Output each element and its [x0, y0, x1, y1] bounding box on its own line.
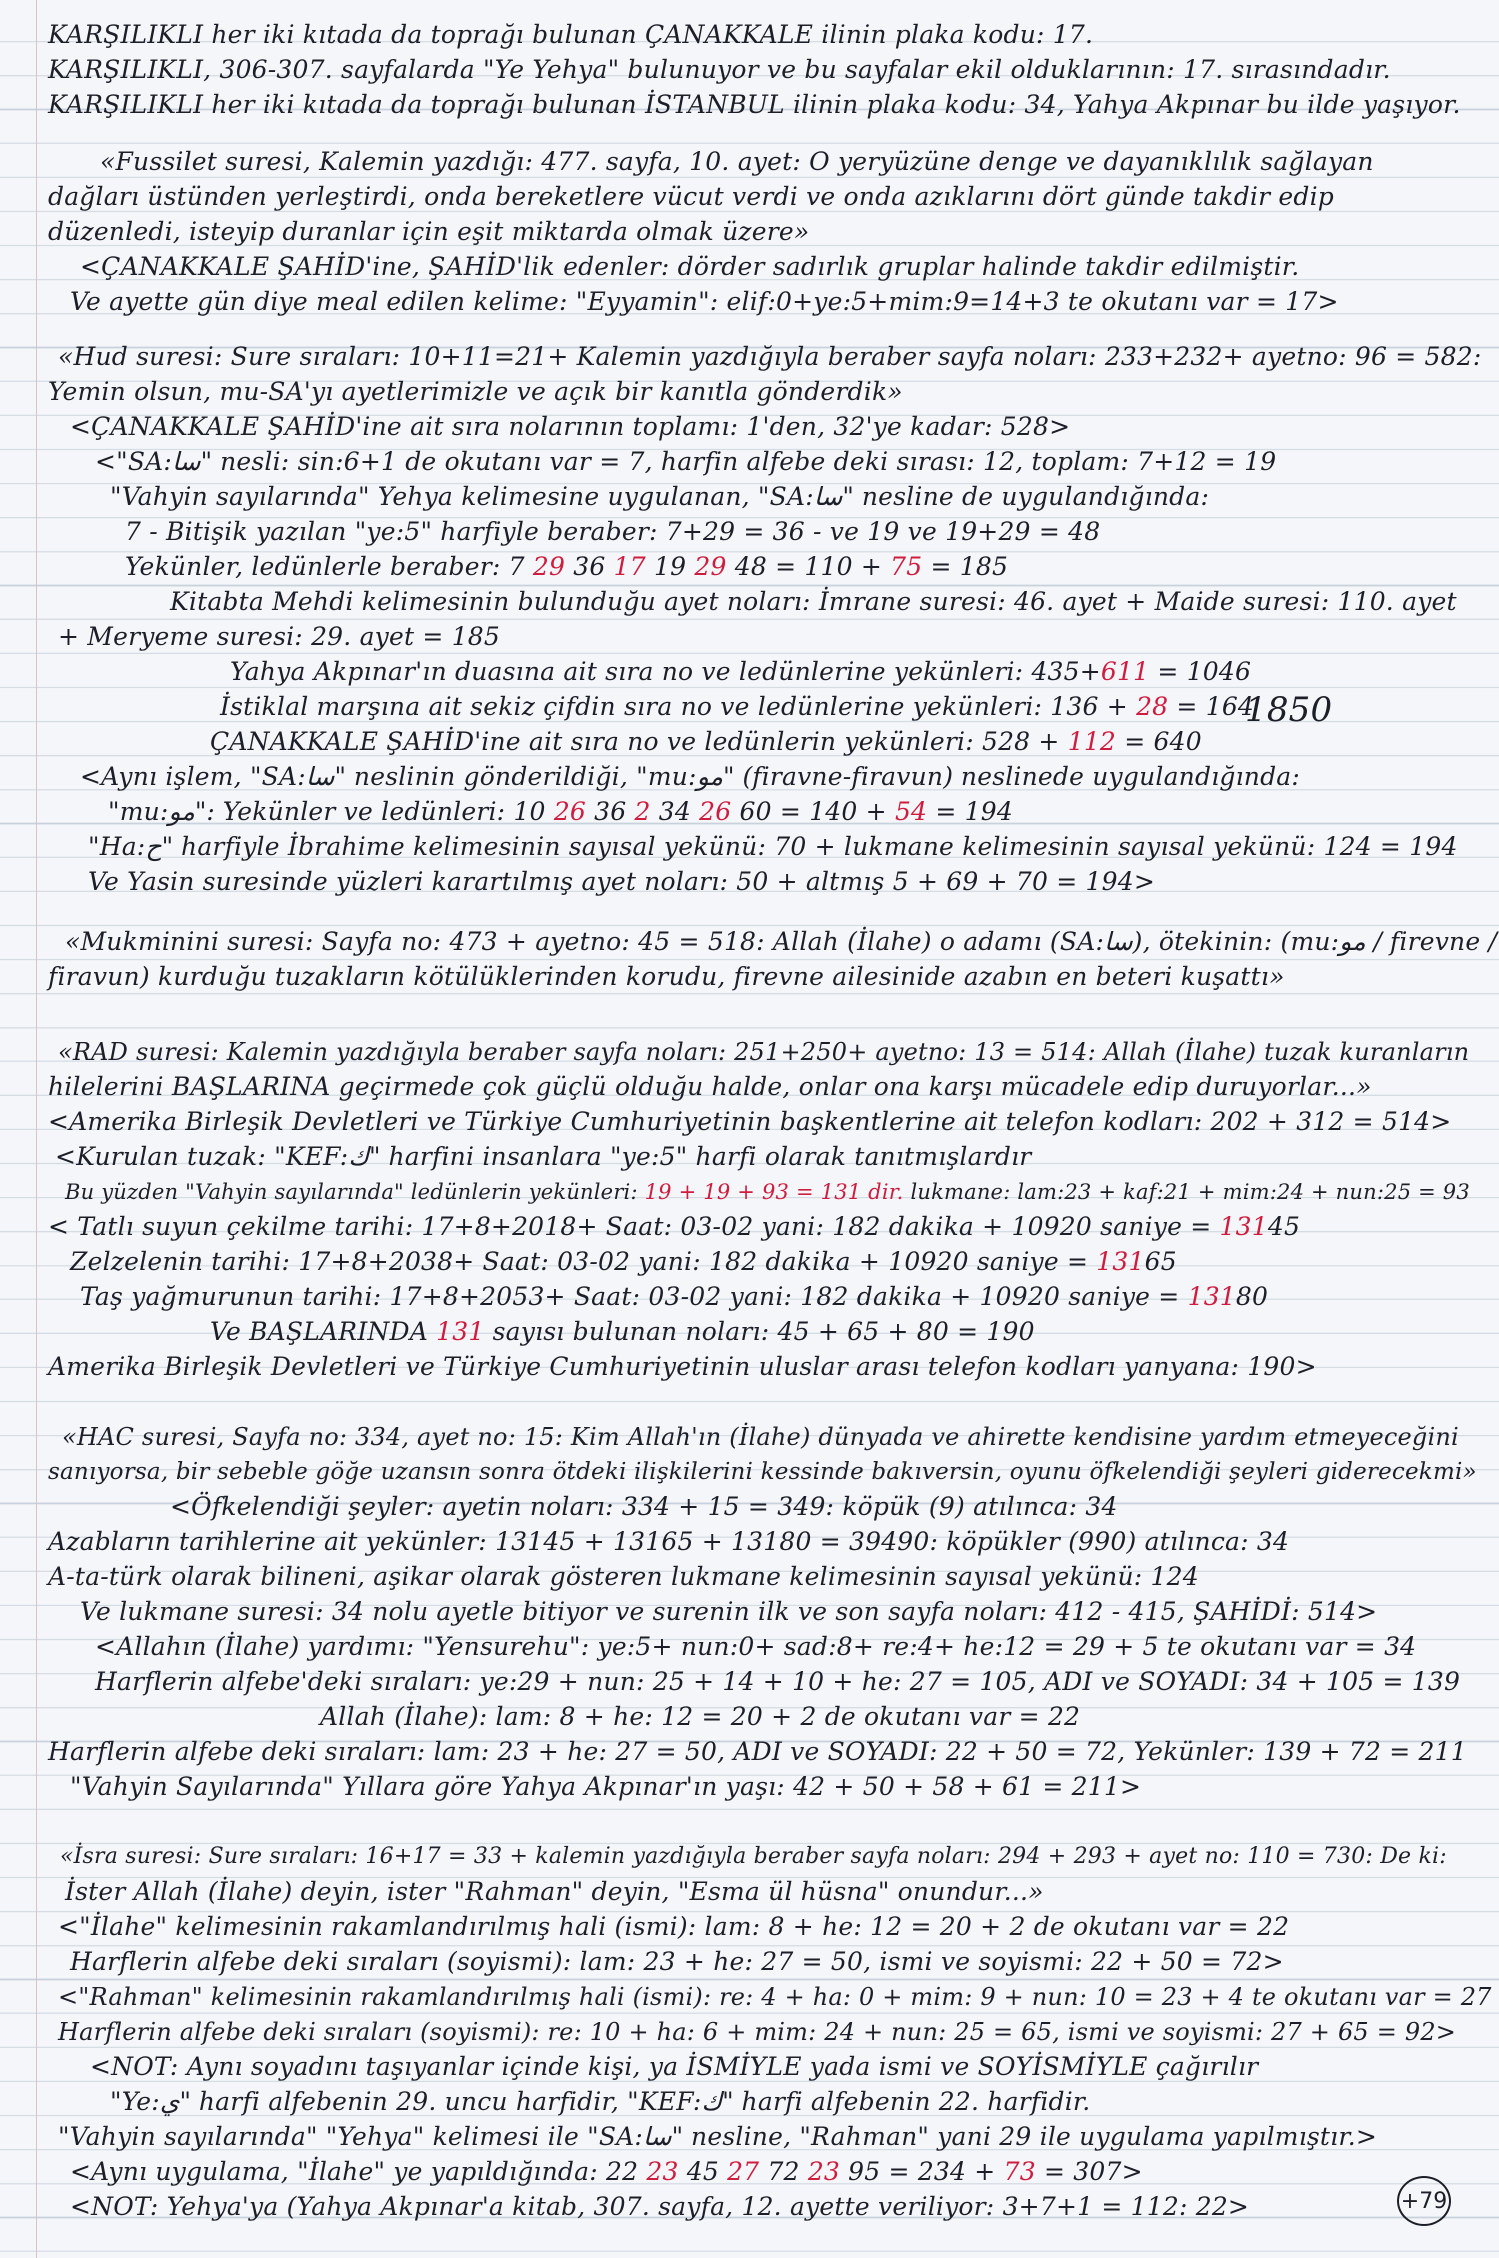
text-line: [62, 1420, 1459, 1454]
text-line: [48, 215, 809, 249]
line-segment: «RAD suresi: Kalemin yazdığıyla beraber sayfa noları: 251+250+ ayetno: 13 = 514: Allah (İlahe) tuzak kuranların: [58, 1038, 1470, 1066]
text-line: [58, 2015, 1456, 2049]
line-segment: Ve Yasin suresinde yüzleri karartılmış ayet noları: 50 + altmış 5 + 69 + 70 = 194>: [88, 867, 1156, 896]
text-line: [58, 2120, 1377, 2154]
text-line: [58, 340, 1482, 374]
line-segment: firavun) kurduğu tuzakların kötülüklerinden korudu, firevne ailesinide azabın en beteri kuşattı»: [48, 962, 1285, 991]
red-annotation: 23: [646, 2157, 679, 2186]
line-segment: "Vahyin sayılarında" "Yehya" kelimesi ile "SA:سا" nesline, "Rahman" yani 29 ile uygulama yapılmıştır.>: [58, 2122, 1378, 2151]
line-segment: sanıyorsa, bir sebeble göğe uzansın sonra ötdeki ilişkilerini kessinde bakıversin, oyunu öfkelendiği şeyleri giderecekmi»: [48, 1459, 1477, 1485]
line-segment: <Kurulan tuzak: "KEF:ك" harfini insanlara "ye:5" harfi olarak tanıtmışlardır: [55, 1142, 1032, 1171]
text-line: [48, 1525, 1289, 1559]
text-line: [58, 1910, 1289, 1944]
line-segment: "Vahyin Sayılarında" Yıllara göre Yahya Akpınar'ın yaşı: 42 + 50 + 58 + 61 = 211>: [70, 1772, 1142, 1801]
line-segment: Harflerin alfebe deki sıraları (soyismi): lam: 23 + he: 27 = 50, ismi ve soyismi: 22 + 50 = 72>: [70, 1947, 1284, 1976]
page-number-circle: +79: [1397, 2176, 1451, 2226]
line-segment: 80: [1235, 1282, 1269, 1311]
text-line: [65, 925, 1497, 959]
line-segment: Harflerin alfebe deki sıraları (soyismi): re: 10 + ha: 6 + mim: 24 + nun: 25 = 65, ismi ve soyismi: 27 + 65 = 92>: [58, 2018, 1457, 2046]
line-segment: İstiklal marşına ait sekiz çifdin sıra no ve ledünlerine yekünleri: 136 +: [220, 692, 1137, 721]
text-line: [95, 445, 1276, 479]
line-segment: <Amerika Birleşik Devletleri ve Türkiye Cumhuriyetinin başkentlerine ait telefon kodları: 202 + 312 = 514>: [48, 1107, 1452, 1136]
text-line: [70, 1770, 1141, 1804]
line-segment: = 194: [927, 797, 1013, 826]
line-segment: KARŞILIKLI her iki kıtada da toprağı bulunan ÇANAKKALE ilinin plaka kodu: 17.: [48, 20, 1094, 49]
red-annotation: 112: [1067, 727, 1117, 756]
line-segment: Ve BAŞLARINDA: [210, 1317, 437, 1346]
line-segment: Ve lukmane suresi: 34 nolu ayetle bitiyor ve surenin ilk ve son sayfa noları: 412 - 415, ŞAHİDİ: 514>: [80, 1597, 1378, 1626]
text-line: [230, 655, 1251, 689]
line-segment: 7 - Bitişik yazılan "ye:5" harfiyle beraber: 7+29 = 36 - ve 19 ve 19+29 = 48: [125, 517, 1101, 546]
line-segment: <Aynı uygulama, "İlahe" ye yapıldığında: 22: [70, 2157, 647, 2186]
text-line: [88, 865, 1155, 899]
line-segment: <Öfkelendiği şeyler: ayetin noları: 334 + 15 = 349: köpük (9) atılınca: 34: [170, 1492, 1118, 1521]
line-segment: "Ye:ي" harfi alfebenin 29. uncu harfidir, "KEF:ك" harfi alfebenin 22. harfidir.: [110, 2087, 1091, 2116]
line-segment: + Meryeme suresi: 29. ayet = 185: [58, 622, 501, 651]
text-line: [48, 1105, 1451, 1139]
text-line: [48, 88, 1461, 122]
text-line: [48, 180, 1334, 214]
line-segment: <"SA:سا" nesli: sin:6+1 de okutanı var = 7, harfin alfebe deki sırası: 12, toplam: 7+12 = 19: [95, 447, 1277, 476]
line-segment: 60 = 140 +: [731, 797, 895, 826]
line-segment: <"İlahe" kelimesinin rakamlandırılmış hali (ismi): lam: 8 + he: 12 = 20 + 2 de okutanı var = 22: [58, 1912, 1290, 1941]
text-line: [60, 1840, 1447, 1874]
line-segment: Amerika Birleşik Devletleri ve Türkiye Cumhuriyetinin uluslar arası telefon kodları yanyana: 190>: [48, 1352, 1317, 1381]
text-line: [48, 53, 1391, 87]
text-line: [70, 2155, 1143, 2189]
line-segment: hilelerini BAŞLARINA geçirmede çok güçlü olduğu halde, onlar ona karşı mücadele edip duruyorlar...»: [48, 1072, 1372, 1101]
line-segment: Harflerin alfebe deki sıraları: lam: 23 + he: 27 = 50, ADI ve SOYADI: 22 + 50 = 72, Yekünler: 139 + 72 = 211: [48, 1737, 1467, 1766]
text-line: [48, 18, 1093, 52]
text-line: [220, 690, 1254, 724]
line-segment: = 164: [1168, 692, 1255, 721]
line-segment: "Vahyin sayılarında" Yehya kelimesine uygulanan, "SA:سا" nesline de uygulandığında:: [110, 482, 1210, 511]
text-line: [48, 1210, 1300, 1244]
line-segment: Bu yüzden "Vahyin sayılarında" ledünlerin yekünleri:: [65, 1180, 645, 1204]
red-annotation: 54: [894, 797, 928, 826]
text-line: [48, 1735, 1467, 1769]
text-line: [108, 795, 1013, 829]
text-line: [110, 480, 1209, 514]
line-segment: «İsra suresi: Sure sıraları: 16+17 = 33 + kalemin yazdığıyla beraber sayfa noları: 294 + 293 + ayet no: 110 = 730: De ki:: [60, 1844, 1447, 1869]
line-segment: Yahya Akpınar'ın duasına ait sıra no ve ledünlerine yekünleri: 435+: [230, 657, 1101, 686]
line-segment: Yekünler, ledünlerle beraber: 7: [125, 552, 533, 581]
text-line: [65, 1875, 1044, 1909]
line-segment: "Ha:ح" harfiyle İbrahime kelimesinin sayısal yekünü: 70 + lukmane kelimesinin sayısal yekünü: 124 = 194: [88, 832, 1458, 861]
red-annotation: 27: [727, 2157, 760, 2186]
red-annotation: 131: [1187, 1282, 1236, 1311]
text-line: [80, 250, 1299, 284]
line-segment: Kitabta Mehdi kelimesinin bulunduğu ayet noları: İmrane suresi: 46. ayet + Maide suresi: 110. ayet: [170, 587, 1457, 616]
text-line: [48, 1350, 1317, 1384]
red-annotation: 26: [699, 797, 732, 826]
text-line: [80, 1595, 1377, 1629]
red-annotation: 26: [553, 797, 587, 826]
line-segment: «Hud suresi: Sure sıraları: 10+11=21+ Kalemin yazdığıyla beraber sayfa noları: 233+232+ ayetno: 96 = 582:: [58, 342, 1482, 371]
line-segment: 45: [678, 2157, 728, 2186]
red-annotation: 17: [613, 552, 646, 581]
text-line: [70, 1245, 1177, 1279]
line-segment: düzenledi, isteyip duranlar için eşit miktarda olmak üzere»: [48, 217, 810, 246]
line-segment: = 307>: [1035, 2157, 1143, 2186]
text-line: [125, 515, 1100, 549]
red-annotation: 23: [807, 2157, 841, 2186]
text-line: [100, 145, 1374, 179]
line-segment: <Allahın (İlahe) yardımı: "Yensurehu": ye:5+ nun:0+ sad:8+ re:4+ he:12 = 29 + 5 te okutanı var = 34: [95, 1632, 1417, 1661]
text-line: [210, 725, 1202, 759]
line-segment: <"Rahman" kelimesinin rakamlandırılmış hali (ismi): re: 4 + ha: 0 + mim: 9 + nun: 10 = 23 + 4 te okutanı var = 27: [58, 1983, 1492, 2011]
text-line: [48, 1070, 1372, 1104]
line-segment: lukmane: lam:23 + kaf:21 + mim:24 + nun:25 = 93: [903, 1180, 1470, 1204]
text-line: [90, 2050, 1258, 2084]
line-segment: <Aynı işlem, "SA:سا" neslinin gönderildiği, "mu:مو" (firavne-firavun) neslinede uygulandığında:: [80, 762, 1301, 791]
line-segment: dağları üstünden yerleştirdi, onda bereketlere vücut verdi ve onda azıklarını dört günde takdir edip: [48, 182, 1334, 211]
red-annotation: 28: [1136, 692, 1169, 721]
line-segment: <ÇANAKKALE ŞAHİD'ine ait sıra nolarının toplamı: 1'den, 32'ye kadar: 528>: [70, 412, 1071, 441]
line-segment: Taş yağmurunun tarihi: 17+8+2053+ Saat: 03-02 yani: 182 dakika + 10920 saniye =: [80, 1282, 1188, 1311]
text-line: [95, 1630, 1416, 1664]
line-segment: Ve ayette gün diye meal edilen kelime: "Eyyamin": elif:0+ye:5+mim:9=14+3 te okutanı var = 17>: [70, 287, 1339, 316]
line-segment: Allah (İlahe): lam: 8 + he: 12 = 20 + 2 de okutanı var = 22: [320, 1702, 1081, 1731]
text-line: [170, 1490, 1118, 1524]
text-line: [125, 550, 1008, 584]
text-line: [110, 2085, 1090, 2119]
line-segment: 45: [1267, 1212, 1301, 1241]
text-line: [48, 1560, 1199, 1594]
text-line: [80, 760, 1300, 794]
line-segment: «Mukminini suresi: Sayfa no: 473 + ayetno: 45 = 518: Allah (İlahe) o adamı (SA:سا), ötekinin: (mu:مو / firevne /: [65, 927, 1498, 956]
red-annotation: 2: [634, 797, 651, 826]
text-line: [48, 375, 903, 409]
text-line: [58, 1035, 1469, 1069]
line-segment: 72: [759, 2157, 808, 2186]
line-segment: 48 = 110 +: [726, 552, 891, 581]
line-segment: 36: [586, 797, 635, 826]
line-segment: <NOT: Yehya'ya (Yahya Akpınar'a kitab, 307. sayfa, 12. ayette veriliyor: 3+7+1 = 112: 22>: [70, 2192, 1250, 2221]
red-annotation: 611: [1100, 657, 1150, 686]
line-segment: «HAC suresi, Sayfa no: 334, ayet no: 15: Kim Allah'ın (İlahe) dünyada ve ahirette kendisine yardım etmeyeceğini: [62, 1423, 1459, 1451]
line-segment: İster Allah (İlahe) deyin, ister "Rahman" deyin, "Esma ül hüsna" onundur...»: [65, 1877, 1044, 1906]
text-line: [48, 960, 1285, 994]
text-line: [70, 1945, 1284, 1979]
text-line: [70, 2190, 1249, 2224]
line-segment: ÇANAKKALE ŞAHİD'ine ait sıra no ve ledünlerin yekünleri: 528 +: [210, 727, 1068, 756]
line-segment: <ÇANAKKALE ŞAHİD'ine, ŞAHİD'lik edenler: dörder sadırlık gruplar halinde takdir edilmiştir.: [80, 252, 1300, 281]
line-segment: < Tatlı suyun çekilme tarihi: 17+8+2018+ Saat: 03-02 yani: 182 dakika + 10920 saniye =: [48, 1212, 1220, 1241]
line-segment: Zelzelenin tarihi: 17+8+2038+ Saat: 03-02 yani: 182 dakika + 10920 saniye =: [70, 1247, 1097, 1276]
line-segment: = 185: [922, 552, 1009, 581]
line-segment: <NOT: Aynı soyadını taşıyanlar içinde kişi, ya İSMİYLE yada ismi ve SOYİSMİYLE çağırılır: [90, 2052, 1259, 2081]
text-line: [70, 285, 1339, 319]
red-annotation: 29: [532, 552, 566, 581]
text-line: [48, 1455, 1477, 1489]
text-line: [58, 1980, 1492, 2014]
line-segment: 65: [1144, 1247, 1177, 1276]
text-line: [210, 1315, 1035, 1349]
text-line: [58, 620, 500, 654]
text-line: [55, 1140, 1031, 1174]
red-annotation: 19 + 19 + 93 = 131 dir.: [644, 1180, 904, 1204]
red-annotation: 131: [1219, 1212, 1268, 1241]
line-segment: 34: [650, 797, 700, 826]
line-segment: = 1046: [1149, 657, 1252, 686]
line-segment: KARŞILIKLI her iki kıtada da toprağı bulunan İSTANBUL ilinin plaka kodu: 34, Yahya Akpınar bu ilde yaşıyor.: [48, 90, 1461, 119]
text-line: [65, 1175, 1470, 1209]
red-annotation: 131: [1096, 1247, 1145, 1276]
red-annotation: 73: [1003, 2157, 1036, 2186]
line-segment: Yemin olsun, mu-SA'yı ayetlerimizle ve açık bir kanıtla gönderdik»: [48, 377, 903, 406]
line-segment: A-ta-türk olarak bilineni, aşikar olarak gösteren lukmane kelimesinin sayısal yekünü: 124: [48, 1562, 1199, 1591]
line-segment: «Fussilet suresi, Kalemin yazdığı: 477. sayfa, 10. ayet: O yeryüzüne denge ve dayanıklılık sağlayan: [100, 147, 1374, 176]
line-segment: KARŞILIKLI, 306-307. sayfalarda "Ye Yehya" bulunuyor ve bu sayfalar ekil olduklarının: 17. sırasındadır.: [48, 55, 1391, 84]
line-segment: Harflerin alfebe'deki sıraları: ye:29 + nun: 25 + 14 + 10 + he: 27 = 105, ADI ve SOYADI: 34 + 105 = 139: [95, 1667, 1461, 1696]
text-line: [320, 1700, 1080, 1734]
text-line: [1245, 690, 1332, 730]
text-line: [170, 585, 1457, 619]
line-segment: 36: [565, 552, 614, 581]
line-segment: 19: [645, 552, 695, 581]
text-line: [80, 1280, 1268, 1314]
line-segment: sayısı bulunan noları: 45 + 65 + 80 = 190: [484, 1317, 1035, 1346]
line-segment: "mu:مو": Yekünler ve ledünleri: 10: [108, 797, 554, 826]
line-segment: 1850: [1245, 690, 1333, 730]
line-segment: = 640: [1116, 727, 1202, 756]
text-line: [88, 830, 1458, 864]
line-segment: Azabların tarihlerine ait yekünler: 13145 + 13165 + 13180 = 39490: köpükler (990) atılınca: 34: [48, 1527, 1290, 1556]
text-line: [95, 1665, 1460, 1699]
text-line: [70, 410, 1070, 444]
red-annotation: 75: [890, 552, 923, 581]
red-annotation: 29: [694, 552, 727, 581]
red-annotation: 131: [436, 1317, 485, 1346]
line-segment: 95 = 234 +: [840, 2157, 1004, 2186]
